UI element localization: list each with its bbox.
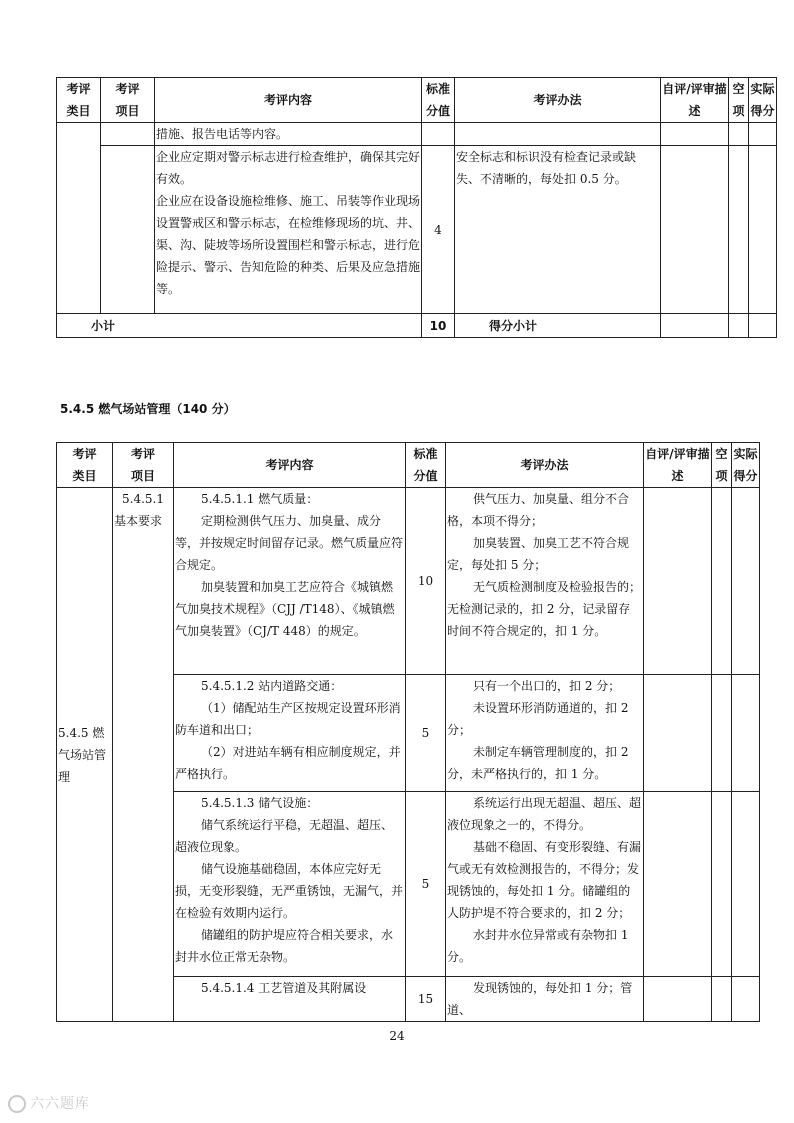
watermark-text: 六六题库	[30, 1096, 90, 1112]
row-score: 4	[422, 146, 455, 314]
item-cell: 5.4.5.1 基本要求	[113, 488, 174, 1022]
evaluation-table-1	[56, 77, 777, 338]
header-method: 考评办法	[455, 78, 661, 123]
table-header-row	[57, 443, 760, 488]
subtotal-row	[57, 314, 777, 338]
header-category: 考评 类目	[57, 443, 113, 488]
row-content: 5.4.5.1.3 储气设施： 储气系统运行平稳，无超温、超压、超液位现象。 储气设施基础稳固，本体应完好无损，无变形裂缝，无严重锈蚀，无漏气，并在检验有效期内运行。 储罐组的防护堤应符合相关要求，水封井水位正常无杂物。	[174, 792, 406, 977]
row-score: 15	[406, 977, 446, 1022]
evaluation-table-2	[56, 442, 760, 1022]
watermark	[8, 1093, 90, 1113]
table-row	[57, 123, 777, 146]
row-content: 企业应定期对警示标志进行检查维护，确保其完好有效。 企业应在设备设施检维修、施工、吊装等作业现场设置警戒区和警示标志，在检维修现场的坑、井、渠、沟、陡坡等场所设置围栏和警示标志，进行危险提示、警示、告知危险的种类、后果及应急措施等。	[155, 146, 422, 314]
header-score: 标准 分值	[422, 78, 455, 123]
row-score: 5	[406, 792, 446, 977]
row-method: 只有一个出口的，扣 2 分； 未设置环形消防通道的，扣 2 分； 未制定车辆管理制度的，扣 2 分，未严格执行的，扣 1 分。	[446, 675, 644, 792]
header-content: 考评内容	[155, 78, 422, 123]
row-content: 措施、报告电话等内容。	[155, 123, 422, 146]
score-subtotal-label: 得分小计	[455, 314, 661, 338]
row-score: 10	[406, 488, 446, 675]
row-content: 5.4.5.1.4 工艺管道及其附属设	[174, 977, 406, 1022]
table-row	[57, 488, 760, 675]
subtotal-label: 小计	[57, 314, 422, 338]
row-method: 系统运行出现无超温、超压、超液位现象之一的，不得分。 基础不稳固、有变形裂缝、有漏气或无有效检测报告的，不得分；发现锈蚀的，每处扣 1 分。储罐组的人防护堤不符合要求的，扣 2 分； 水封井水位异常或有杂物扣 1 分。	[446, 792, 644, 977]
row-content: 5.4.5.1.2 站内道路交通： （1）储配站生产区按规定设置环形消防车道和出口； （2）对进站车辆有相应制度规定，并严格执行。	[174, 675, 406, 792]
header-item: 考评 项目	[113, 443, 174, 488]
header-self-review: 自评/评审描 述	[661, 78, 729, 123]
header-category: 考评 类目	[57, 78, 101, 123]
watermark-logo-icon	[8, 1095, 26, 1113]
table-row	[57, 146, 777, 314]
header-self-review: 自评/评审描 述	[644, 443, 712, 488]
section-title: 5.4.5 燃气场站管理（140 分）	[60, 402, 236, 416]
header-score: 标准 分值	[406, 443, 446, 488]
header-actual: 实际 得分	[732, 443, 760, 488]
category-cell: 5.4.5 燃气场站管理	[57, 488, 113, 1022]
row-method: 发现锈蚀的，每处扣 1 分；管道、	[446, 977, 644, 1022]
header-actual: 实际 得分	[749, 78, 777, 123]
row-method: 供气压力、加臭量、组分不合格，本项不得分； 加臭装置、加臭工艺不符合规定，每处扣 5 分； 无气质检测制度及检验报告的；无检测记录的，扣 2 分，记录留存时间不符合规定的，扣 1 分。	[446, 488, 644, 675]
page-number: 24	[389, 1029, 405, 1043]
header-item: 考评 项目	[101, 78, 155, 123]
subtotal-score: 10	[422, 314, 455, 338]
header-content: 考评内容	[174, 443, 406, 488]
table-header-row	[57, 78, 777, 123]
row-method: 安全标志和标识没有检查记录或缺失、不清晰的，每处扣 0.5 分。	[455, 146, 661, 314]
header-method: 考评办法	[446, 443, 644, 488]
row-score: 5	[406, 675, 446, 792]
header-empty: 空 项	[729, 78, 749, 123]
row-content: 5.4.5.1.1 燃气质量： 定期检测供气压力、加臭量、成分等，并按规定时间留存记录。燃气质量应符合规定。 加臭装置和加臭工艺应符合《城镇燃气加臭技术规程》（CJJ /T148）、《城镇燃气加臭装置》（CJ/T 448）的规定。	[174, 488, 406, 675]
header-empty: 空 项	[712, 443, 732, 488]
